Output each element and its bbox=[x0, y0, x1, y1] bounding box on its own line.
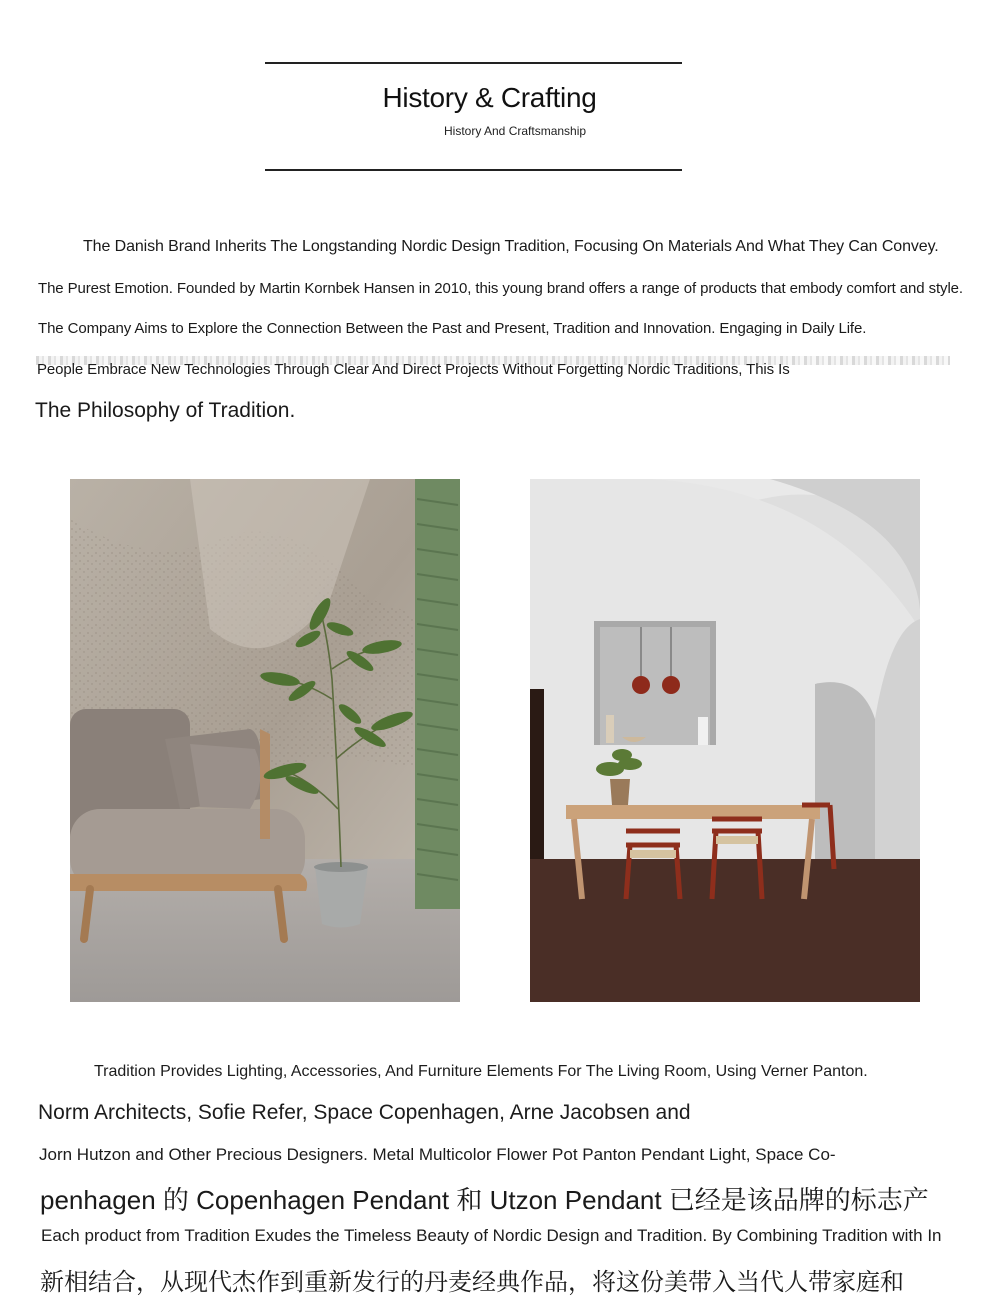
header-bottom-rule bbox=[265, 169, 682, 171]
page-title: History & Crafting bbox=[382, 82, 597, 113]
tradition-caption: Tradition Provides Lighting, Accessories, And Furniture Elements For The Living Room, Using Verner Panton. bbox=[94, 1063, 868, 1080]
designer-names-heading: Norm Architects, Sofie Refer, Space Copenhagen, Arne Jacobsen and bbox=[38, 1101, 691, 1124]
dining-room-arch-pendants-photo bbox=[530, 479, 920, 1002]
living-room-sofa-plant-photo bbox=[70, 479, 460, 1002]
intro-line-3: The Company Aims to Explore the Connection Between the Past and Present, Tradition and Innovation. Engaging in Daily Life. bbox=[38, 320, 867, 337]
designers-line: Jorn Hutzon and Other Precious Designers. Metal Multicolor Flower Pot Panton Pendant Light, Space Co- bbox=[39, 1145, 836, 1164]
intro-line-2: The Purest Emotion. Founded by Martin Kornbek Hansen in 2010, this young brand offers a range of products that embody comfort and style. bbox=[38, 280, 963, 297]
cjk-closing-line: 新相结合，从现代杰作到重新发行的丹麦经典作品，将这份美带入当代人带家庭和 bbox=[40, 1269, 904, 1296]
header-top-rule bbox=[265, 62, 682, 64]
page-subtitle: History And Craftsmanship bbox=[444, 124, 587, 138]
each-product-line: Each product from Tradition Exudes the Timeless Beauty of Nordic Design and Tradition. By Combining Tradition with In bbox=[41, 1226, 942, 1245]
intro-line-1: The Danish Brand Inherits The Longstanding Nordic Design Tradition, Focusing On Materials And What They Can Convey. bbox=[83, 238, 939, 255]
intro-line-4: People Embrace New Technologies Through Clear And Direct Projects Without Forgetting Nordic Traditions, This Is bbox=[37, 361, 790, 378]
copenhagen-pendant-line: penhagen 的 Copenhagen Pendant 和 Utzon Pendant 已经是该品牌的标志产 bbox=[40, 1185, 929, 1215]
philosophy-heading: The Philosophy of Tradition. bbox=[35, 399, 296, 422]
